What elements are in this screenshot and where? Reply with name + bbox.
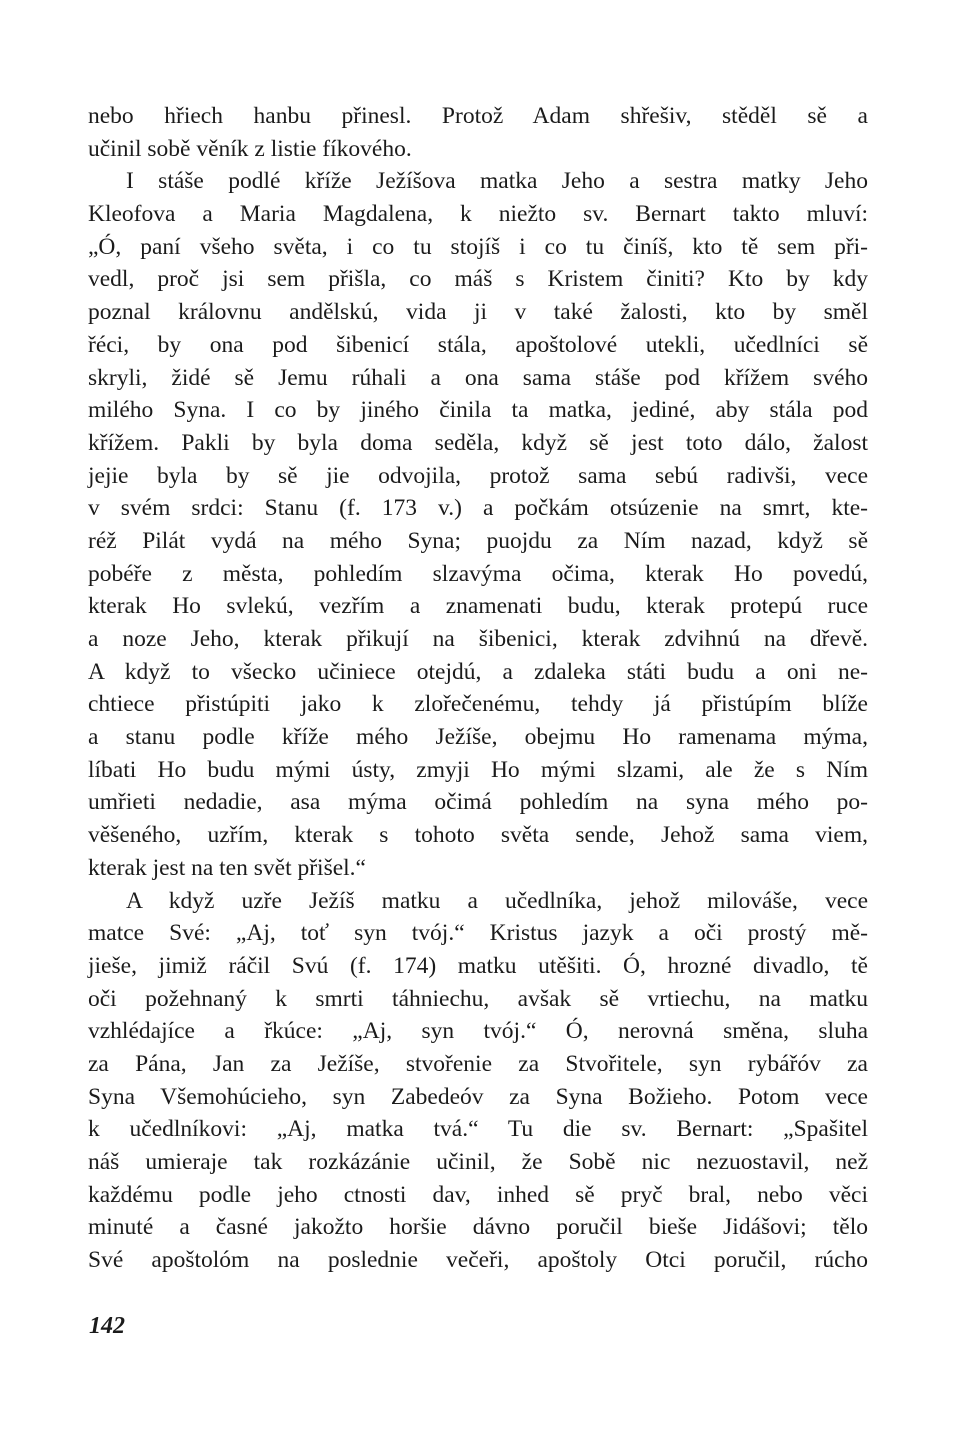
text-line: réž Pilát vydá na mého Syna; puojdu za Ním nazad, když sě [88,527,868,554]
text-line: a noze Jeho, kterak přikují na šibenici, kterak zdvihnú na dřevě. [88,626,868,652]
text-line: milého Syna. I co by jiného činila ta matka, jediné, aby stála pod [88,397,868,424]
text-line: poznal královnu andělskú, vida ji v také žalosti, kto by směl [88,299,868,326]
text-line: v svém srdci: Stanu (f. 173 v.) a počkám otsúzenie na smrt, kte- [88,495,868,522]
text-line: minuté a časné jakožto horšie dávno poručil bieše Jidášovi; tělo [88,1214,868,1241]
text-line: křížem. Pakli by byla doma seděla, když sě jest toto dálo, žalost [88,429,868,456]
text-line: matce Své: „Aj, toť syn tvój.“ Kristus jazyk a oči prostý mě- [88,920,868,947]
text-line: A když uzře Ježíš matku a učedlníka, jehož milováše, vece [126,887,868,914]
text-line: skryli, židé sě Jemu rúhali a ona sama stáše pod křížem svého [88,364,868,391]
text-line: Své apoštolóm na poslednie večeři, apoštoly Otci poručil, rúcho [88,1247,868,1274]
text-line: k učedlníkovi: „Aj, matka tvá.“ Tu die sv. Bernart: „Spašitel [88,1116,868,1143]
text-line: nebo hřiech hanbu přinesl. Protož Adam shřešiv, stěděl sě a [88,103,868,129]
text-line: za Pána, Jan za Ježíše, stvořenie za Stvořitele, syn rybářóv za [88,1050,868,1077]
text-line: vzhlédajíce a řkúce: „Aj, syn tvój.“ Ó, nerovná směna, sluha [88,1018,868,1045]
page-number: 142 [89,1313,125,1339]
text-line: učinil sobě věník z listie fíkového. [88,135,412,162]
text-line: Syna Všemohúcieho, syn Zabedeóv za Syna Božieho. Potom vece [88,1083,868,1110]
text-line: věšeného, uzřím, kterak s tohoto světa sende, Jehož sama viem, [88,822,868,849]
text-line: a stanu podle kříže mého Ježíše, obejmu Ho ramenama mýma, [88,724,868,751]
body-text [88,100,868,1277]
text-line: A když to všecko učiniece otejdú, a zdaleka státi budu a oni ne- [88,658,868,685]
text-line: chtiece přistúpiti jako k zlořečenému, tehdy já přistúpím blíže [88,691,868,718]
text-line: jejie byla by sě jie odvojila, protož sama sebú radivši, vece [88,462,868,489]
text-line: I stáše podlé kříže Ježíšova matka Jeho a sestra matky Jeho [126,168,868,195]
text-line: pobéře z města, pohledím slzavýma očima, kterak Ho povedú, [88,560,868,587]
text-line: náš umieraje tak rozkázánie učinil, že Sobě nic nezuostavil, než [88,1149,868,1175]
text-line: kterak Ho svlekú, vezřím a znamenati budu, kterak protepú ruce [88,593,868,620]
text-line: vedl, proč jsi sem přišla, co máš s Kristem činiti? Kto by kdy [88,266,868,293]
text-line: Kleofova a Maria Magdalena, k niežto sv. Bernart takto mluví: [88,201,868,228]
text-line: oči požehnaný k smrti táhniechu, avšak sě vrtiechu, na matku [88,985,868,1012]
text-line: umřieti nedadie, asa mýma očimá pohledím na syna mého po- [88,789,868,816]
text-line: kterak jest na ten svět přišel.“ [88,854,366,881]
text-line: líbati Ho budu mými ústy, zmyji Ho mými slzami, ale že s Ním [88,756,868,783]
text-line: řéci, by ona pod šibenicí stála, apoštolové utekli, učedlníci sě [88,331,868,358]
text-line: jieše, jimiž ráčil Svú (f. 174) matku utěšiti. Ó, hrozné divadlo, tě [88,952,868,979]
text-line: každému podle jeho ctnosti dav, inhed sě pryč bral, nebo věci [88,1181,868,1208]
text-line: „Ó, paní všeho světa, i co tu stojíš i co tu činíš, kto tě sem při- [88,233,868,260]
